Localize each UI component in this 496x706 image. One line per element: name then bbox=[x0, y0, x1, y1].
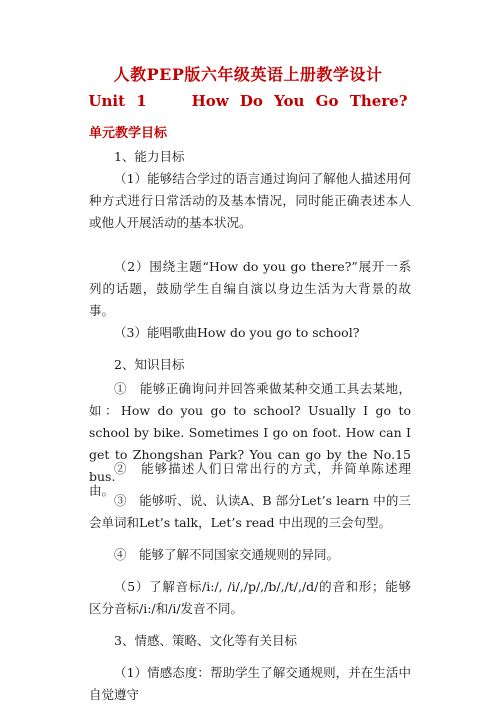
section-heading: 单元教学目标 bbox=[89, 126, 168, 141]
document-title: 人教PEP版六年级英语上册教学设计 bbox=[113, 65, 383, 84]
ability-goals-heading: 1、能力目标 bbox=[114, 149, 185, 164]
ability-goal-3: （3）能唱歌曲How do you go to school? bbox=[114, 325, 360, 340]
ability-goal-1: （1）能够结合学过的语言通过询问了解他人描述用何种方式进行日常活动的及基本情况，同时能正确表述本人或他人开展活动的基本状况。 bbox=[89, 171, 411, 230]
knowledge-goal-3: ③ 能够听、说、认读A、B 部分Let’s learn 中的三会单词和Let’s talk，Let’s read 中出现的三会句型。 bbox=[89, 493, 411, 530]
knowledge-goal-5: （5）了解音标/i:/, /i/,/p/,/b/,/t/,/d/的音和形；能够区分音标/i:/和/i/发音不同。 bbox=[89, 579, 411, 616]
knowledge-goals-heading: 2、知识目标 bbox=[114, 357, 185, 372]
knowledge-goal-4: ④ 能够了解不同国家交通规则的异同。 bbox=[114, 547, 340, 562]
unit-subtitle: Unit 1 How Do You Go There? bbox=[88, 92, 408, 110]
ability-goal-2: （2）围绕主题“How do you go there?”展开一系列的话题，鼓励学生自编自演以身边生活为大背景的故事。 bbox=[89, 259, 411, 318]
emotion-goal-1: （1）情感态度：帮助学生了解交通规则，并在生活中自觉遵守 bbox=[89, 665, 411, 702]
emotion-goals-heading: 3、情感、策略、文化等有关目标 bbox=[114, 633, 297, 648]
knowledge-goal-2: ② 能够描述人们日常出行的方式，并简单陈述理由。 bbox=[89, 461, 411, 498]
knowledge-goal-1: ① 能够正确询问并回答乘做某种交通工具去某地，如：How do you go to school? Usually I go to school by bike. Sometimes I go on foot. How can I get to Zhongshan Park? You can go by the No.15 bus. bbox=[89, 381, 411, 484]
